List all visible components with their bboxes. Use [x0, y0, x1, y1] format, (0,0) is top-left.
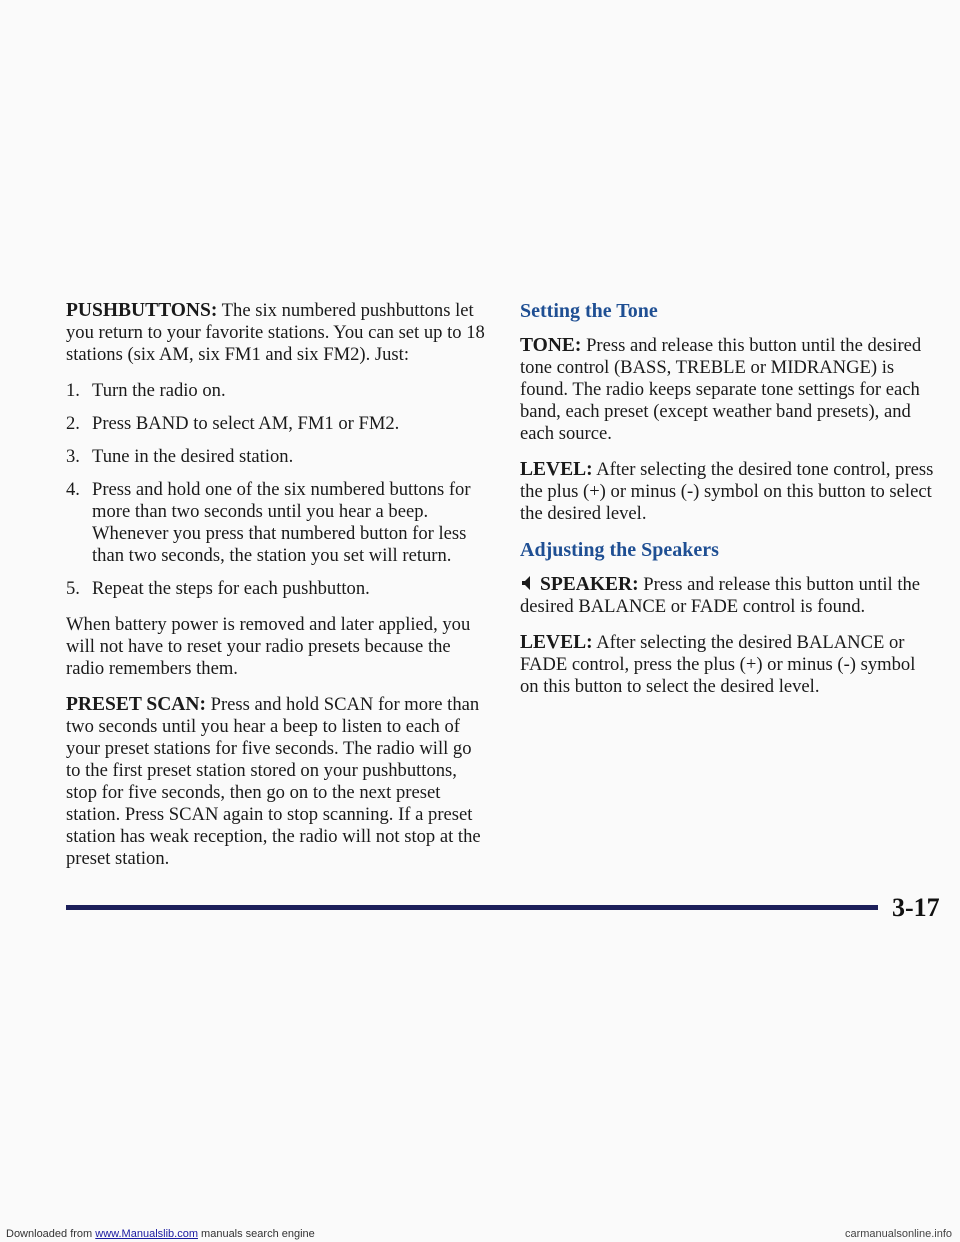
step-number: 4. [66, 479, 80, 500]
list-item [66, 446, 486, 468]
speaker-icon [520, 574, 534, 592]
step-number: 2. [66, 413, 80, 434]
list-item [66, 413, 486, 435]
list-item [66, 479, 486, 567]
level-text: After selecting the desired BALANCE or FADE control, press the plus (+) or minus (-) symbol on this button to select the desired level. [520, 632, 916, 697]
speaker-label: SPEAKER: [540, 574, 639, 595]
level-text: After selecting the desired tone control, press the plus (+) or minus (-) symbol on this button to select the desired level. [520, 459, 934, 524]
level-label: LEVEL: [520, 459, 593, 480]
steps-list [66, 380, 486, 600]
pushbuttons-paragraph [66, 300, 486, 366]
tone-level-paragraph [520, 459, 938, 525]
level-label: LEVEL: [520, 632, 593, 653]
tone-label: TONE: [520, 335, 582, 356]
footer-prefix: Downloaded from [6, 1228, 93, 1240]
footer-source [6, 1228, 315, 1240]
step-text: Repeat the steps for each pushbutton. [92, 578, 370, 599]
pushbuttons-text: The six numbered pushbuttons let you return to your favorite stations. You can set up to 18 stations (six AM, six FM1 and six FM2). Just: [66, 300, 485, 365]
step-text: Tune in the desired station. [92, 446, 294, 467]
step-number: 3. [66, 446, 80, 467]
preset-scan-paragraph [66, 694, 486, 870]
tone-heading: Setting the Tone [520, 300, 658, 322]
download-footer [0, 1228, 960, 1242]
speakers-heading: Adjusting the Speakers [520, 539, 719, 561]
watermark: carmanualsonline.info [844, 1228, 952, 1240]
list-item [66, 578, 486, 600]
footer-suffix: manuals search engine [201, 1228, 315, 1240]
right-column [520, 300, 938, 712]
footer-rule [66, 905, 878, 910]
step-number: 5. [66, 578, 80, 599]
pushbuttons-label: PUSHBUTTONS: [66, 300, 218, 321]
step-text: Press BAND to select AM, FM1 or FM2. [92, 413, 400, 434]
speaker-level-paragraph [520, 632, 938, 698]
speaker-paragraph [520, 574, 938, 618]
tone-text: Press and release this button until the desired tone control (BASS, TREBLE or MIDRANGE) is found. The radio keeps separate tone settings for each band, each preset (except weather band presets), and each source. [520, 335, 922, 444]
preset-scan-label: PRESET SCAN: [66, 694, 206, 715]
left-column [66, 300, 486, 884]
step-text: Press and hold one of the six numbered buttons for more than two seconds until you hear a beep. Whenever you press that numbered button for less than two seconds, the station you set will return. [92, 479, 471, 566]
step-number: 1. [66, 380, 80, 401]
preset-scan-text: Press and hold SCAN for more than two seconds until you hear a beep to listen to each of your preset stations for five seconds. The radio will go to the first preset station stored on your pushbuttons, stop for five seconds, then go on to the next preset station. Press SCAN again to stop scanning. If a preset station has weak reception, the radio will not stop at the preset station. [66, 694, 481, 869]
step-text: Turn the radio on. [92, 380, 226, 401]
tone-paragraph [520, 335, 938, 445]
manualslib-link[interactable]: www.Manualslib.com [95, 1228, 198, 1240]
list-item [66, 380, 486, 402]
battery-paragraph: When battery power is removed and later applied, you will not have to reset your radio presets because the radio remembers them. [66, 614, 471, 679]
page-number: 3-17 [892, 893, 940, 922]
speaker-text: Press and release this button until the desired BALANCE or FADE control is found. [520, 574, 921, 617]
